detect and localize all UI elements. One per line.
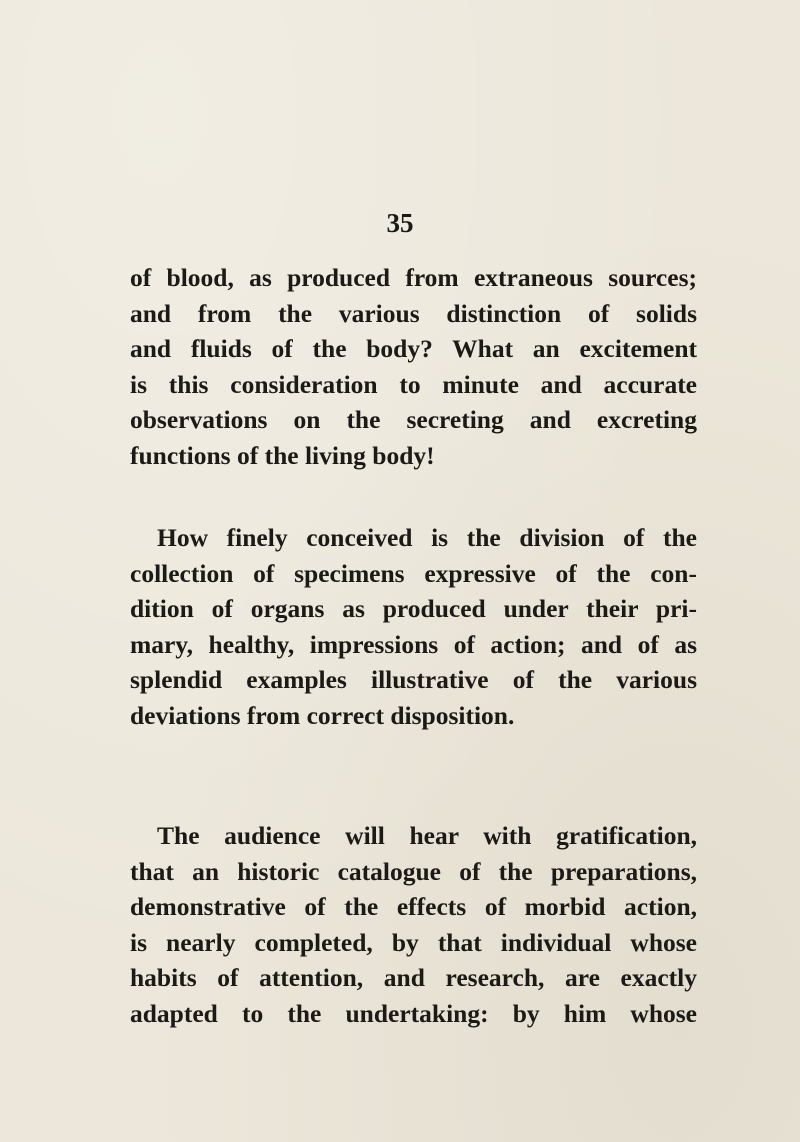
text-line: of blood, as produced from extraneous sources;: [130, 263, 697, 292]
text-line: functions of the living body!: [130, 440, 435, 470]
paragraph-3: [130, 818, 697, 1032]
paragraph-2: [130, 520, 697, 734]
text-line: adapted to the undertaking: by him whose: [130, 998, 697, 1028]
text-line: and fluids of the body? What an excitement: [130, 334, 697, 364]
text-line: splendid examples illustrative of the various: [130, 665, 697, 695]
text-line: observations on the secreting and excreting: [130, 405, 697, 435]
page-number: 35: [386, 208, 414, 238]
text-line: collection of specimens expressive of the con-: [130, 558, 697, 588]
text-line: that an historic catalogue of the preparations,: [130, 856, 697, 886]
text-line: How finely conceived is the division of the: [157, 523, 697, 552]
text-line: habits of attention, and research, are exactly: [130, 963, 697, 993]
text-line: is nearly completed, by that individual whose: [130, 927, 697, 957]
text-line: is this consideration to minute and accurate: [130, 369, 697, 399]
text-line: and from the various distinction of solids: [130, 298, 697, 328]
text-line: deviations from correct disposition.: [130, 700, 515, 730]
text-line: dition of organs as produced under their pri-: [130, 594, 697, 624]
paragraph-1: [130, 260, 697, 474]
text-line: The audience will hear with gratification,: [157, 821, 697, 850]
text-line: demonstrative of the effects of morbid action,: [130, 892, 697, 922]
text-line: mary, healthy, impressions of action; and of as: [130, 629, 697, 659]
